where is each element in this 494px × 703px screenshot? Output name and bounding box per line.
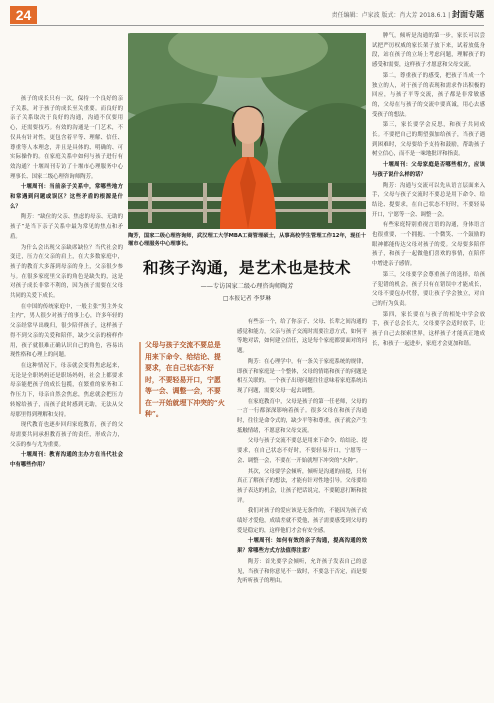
interview-question: 十堰周刊：父母家庭是否哪些相方，应该与孩子说什么样的话？ [372,162,485,178]
paragraph: 在中国的传统家庭中，一般主张“男主外女主内”，男人很少对孩子的事上心，许多年轻的父亲经常早出晚归，很少陪伴孩子，这样孩子得不到父亲的关爱和陪伴，缺少父亲的榜样作用，孩子就很难正确认识自己的角色，容易出现性格和心理上的问题。 [10,303,123,359]
paragraph: 在这种情况下，母亲就会变得焦虑起来，无论是全职妈妈还是职场妈妈，社会上都要求母亲能把孩子的成长包揽，在繁重的家务和工作压力下，母亲自然会焦虑，焦虑就会把压力转嫁给孩子，而孩子此时感到无助，无法从父母那里得到理解和支持。 [10,362,123,418]
interview-question: 十堰周刊：如何有效的亲子沟通，提高沟通的效果？常哪些方式方法值得注意？ [237,538,367,555]
paragraph: 父母与孩子交流不要总是用来下命令、给结论、提要求，在自己状态不好时，不要轻易开口，宁愿等一会、调整一会，不要在一开始就埋下冲突的“火种”。 [237,438,367,464]
header-rule [10,25,484,26]
page-number: 24 [10,6,37,24]
paragraph: 孩子的成长只有一次，保持一个良好的亲子关系，对于孩子的成长至关重要。而良好的亲子关系取决于良好的沟通，沟通不仅要用心，还需要技巧。有效的沟通是一门艺术，不仅具有针对性，更包含着平等、理解、信任、尊重等人本理念，并且是具体的、明确的、可实际操作的。在家庭关系中如何与孩子进行有效沟通？十堰周刊专访了十堰市心理服务中心理事长、国家二级心理咨询师陶芳。 [10,96,123,180]
article-subheadline: ——专访国家二级心理咨询师陶芳 [200,283,294,290]
paragraph: 陶芳：首先要学会倾听，允许孩子发表自己的意见，当孩子和你意见不一致时，不要急于否定，而是要先听听孩子的理由。 [237,558,367,585]
pull-quote: 父母与孩子交流不要总是用来下命令、给结论、提要求，在自己状态不好时，不要轻易开口，宁愿等一会、调整一会，不要在一开始就埋下冲突的“火种”。 [145,341,225,418]
section-title: 封面专题 [452,10,484,19]
paragraph: 我们对孩子的爱应该是无条件的，不能因为孩子成绩好才爱他，成绩差就不爱他，孩子需要感受到父母的爱是稳定的，这样他们才会有安全感。 [237,508,367,534]
interview-question: 十堰周刊：教育沟通的主办方在当代社会中有哪些作用？ [10,452,123,469]
photo-caption: 陶芳，国家二级心理咨询师，武汉理工大学MBA工商管理硕士，从事高校学生管理工作12年，现任十堰市心理服务中心理事长。 [128,233,366,247]
article-column-3 [372,32,485,696]
portrait-image [128,33,366,229]
paragraph: 脾气，倾听是沟通的第一步，家长可以尝试把严厉权威的家长架子放下来，试着放低身段，站在孩子的立场上考虑问题，理解孩子的感受和需要，这样孩子才愿意和父母交流。 [372,33,485,69]
paragraph: 其次，父母要学会倾听，倾听是沟通的前提，只有真正了解孩子的想法，才能有针对性地引导。父母要给孩子表达的机会，让孩子把话说完，不要随意打断和批评。 [237,468,367,504]
article-headline: 和孩子沟通，是艺术也是技术 [142,258,351,277]
paragraph: 陶芳：“缺位的父亲、焦虑的母亲、无助的孩子”是当下亲子关系中最为常见的焦点和矛盾。 [10,214,123,240]
paragraph: 为什么会出现父亲缺席缺位？当代社会的变迁，压力在父亲的肩上，在大多数家庭中，孩子的教育大多落到母亲的身上，父亲很少参与。在很多家庭里父亲的角色是缺失的，这是对孩子成长非常不利的，因为孩子需要在父母共同的关爱下成长。 [10,244,123,300]
interview-question: 十堰周刊：当前亲子关系中，常哪些地方和常遇到问题或误区？这些矛盾的根源是什么？ [10,184,123,210]
paragraph: 有些亲一个，给了你亲子、父母、长辈之间沟通的感觉和能力，父亲与孩子交流时需要注意方式，如何平等地对话，如何建立信任，这是每个家庭都要面对的问题。 [237,319,367,355]
paragraph: 陶芳：在心理学中，有一条关于家庭系统的规律，即孩子和家庭是一个整体，父母的情绪和孩子的问题是相互关联的。一个孩子出现问题往往意味着家庭系统出现了问题，需要父母一起去调整。 [237,358,367,394]
paragraph: 在家庭教育中，父母是孩子的第一任老师，父母的一言一行都深深影响着孩子。很多父母在和孩子沟通时，往往是命令式的，缺少平等和尊重，孩子就会产生抵触情绪，不愿意和父母交流。 [237,398,367,434]
pull-quote-bar [139,342,141,414]
article-column-1 [10,95,123,695]
paragraph: 陶芳：沟通与交流可以先从语言层面来入手，父母与孩子交流时不要总是用下命令、给结论、提要求，在自己状态不好时，不要轻易开口，宁愿等一会、调整一会。 [372,182,485,218]
portrait-photo [128,33,366,229]
paragraph: 第四，家长要在与孩子的相处中学会放手，孩子总会长大，父母要学会适时放手，让孩子自己去探索世界，这样孩子才能真正地成长，和孩子一起进步，家庭才会更加和谐。 [372,311,485,347]
header-meta [332,9,484,20]
paragraph: 第三，父母要学会尊重孩子的选择，给孩子犯错的机会，孩子只有在错误中才能成长，父母不要包办代替，要让孩子学会独立，对自己的行为负责。 [372,271,485,307]
editor-info: 责任编辑：卢家波 版式：肖大芳 2018.6.1 [331,12,447,19]
page-header [0,0,494,26]
paragraph: 第三，家长要学会反思，和孩子共同成长。不要把自己的期望强加给孩子，当孩子遇到困难时，父母要给予支持和鼓励，帮助孩子树立信心，而不是一味地批评和指责。 [372,122,485,158]
paragraph: 第二，尊重孩子的感受，把孩子当成一个独立的人，对于孩子的表现和需求作出积极的回应，与孩子平等交流，孩子都是非常敏感的，父母在与孩子的交流中要真诚，用心去感受孩子的想法。 [372,72,485,118]
article-byline: □本报记者 李梦琳 [223,296,271,302]
paragraph: 现代教育也逐步回归家庭教育，孩子的父母需要共同承担教育孩子的责任，形成合力，父亲的参与尤为重要。 [10,422,123,448]
paragraph: 有些家庭特别重视言语的沟通，身体语言也很重要，一个拥抱、一个微笑、一个鼓励的眼神都能传达父母对孩子的爱。父母要多陪伴孩子，和孩子一起做他们喜欢的事情，在陪伴中增进亲子感情。 [372,222,485,268]
header-separator: | [448,12,452,19]
article-column-2 [237,318,367,696]
